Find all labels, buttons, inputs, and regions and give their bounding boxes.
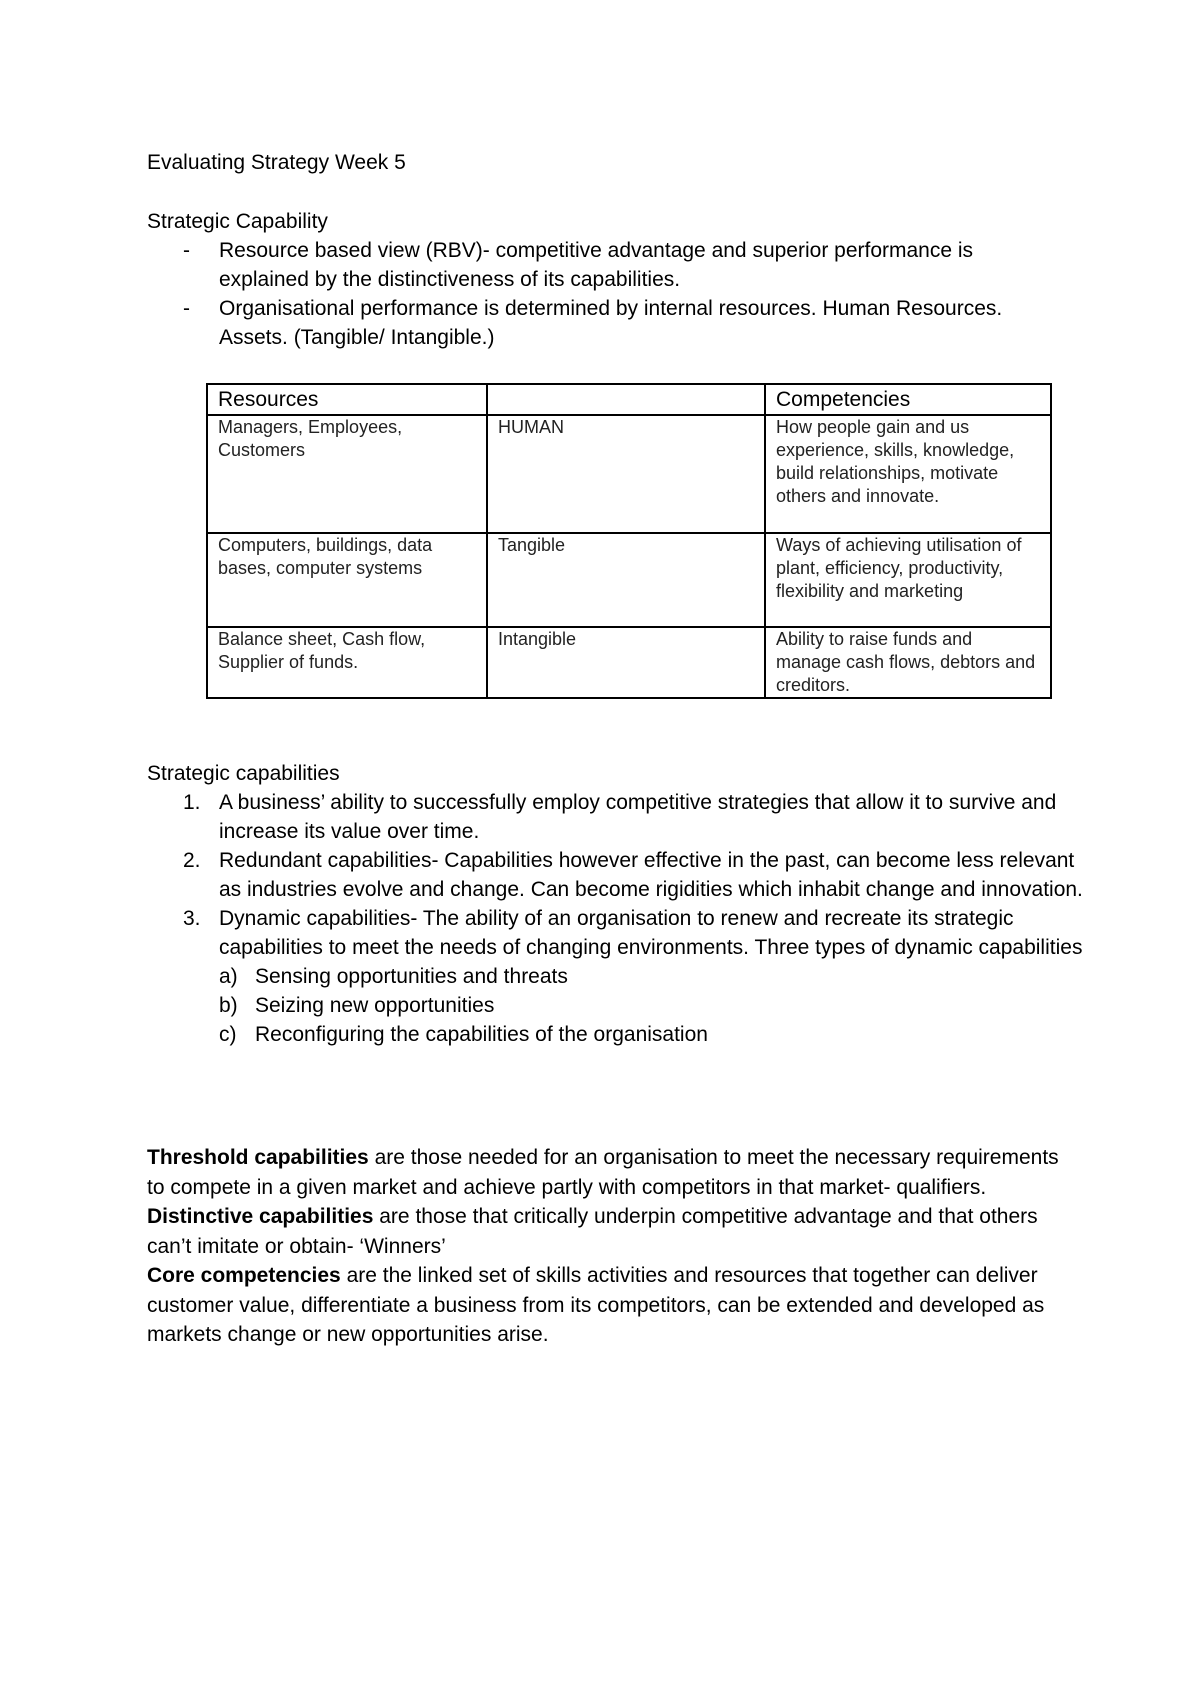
sub-item-letter: b) bbox=[219, 994, 238, 1017]
header-resources: Resources bbox=[207, 384, 487, 415]
definition-term: Core competencies bbox=[147, 1264, 341, 1287]
sub-item-letter: a) bbox=[219, 965, 238, 988]
bullet-marker: - bbox=[183, 297, 190, 320]
table-row bbox=[207, 627, 1051, 698]
table-header-row bbox=[207, 384, 1051, 415]
sub-item bbox=[219, 991, 1097, 1020]
numbered-item bbox=[147, 904, 1097, 1049]
header-competencies: Competencies bbox=[765, 384, 1051, 415]
item-text: Redundant capabilities- Capabilities however effective in the past, can become less relevant as industries evolve and change. Can become rigidities which inhabit change and innovation. bbox=[219, 849, 1083, 901]
table-cell: Computers, buildings, data bases, computer systems bbox=[207, 533, 487, 627]
table-cell: How people gain and us experience, skills, knowledge, build relationships, motivate others and innovate. bbox=[765, 415, 1051, 533]
definition-text: are the linked set of skills activities and resources that together can deliver customer value, differentiate a business from its competitors, can be extended and developed as markets change or new opportunities arise. bbox=[147, 1264, 1045, 1346]
bullet-item bbox=[147, 236, 1067, 294]
resources-competencies-table bbox=[206, 383, 1052, 699]
sub-item-text: Reconfiguring the capabilities of the organisation bbox=[255, 1023, 708, 1046]
table-row bbox=[207, 533, 1051, 627]
item-text: Dynamic capabilities- The ability of an organisation to renew and recreate its strategic capabilities to meet the needs of changing environments. Three types of dynamic capabilities bbox=[219, 907, 1083, 959]
bullet-marker: - bbox=[183, 239, 190, 262]
table-row bbox=[207, 415, 1051, 533]
numbered-item bbox=[147, 846, 1097, 904]
definition-text: are those needed for an organisation to meet the necessary requirements to compete in a given market and achieve partly with competitors in that market- qualifiers. bbox=[147, 1146, 1059, 1199]
bullet-text: Organisational performance is determined by internal resources. Human Resources. Assets. (Tangible/ Intangible.) bbox=[219, 297, 1003, 349]
sub-item-letter: c) bbox=[219, 1023, 237, 1046]
definition-term: Distinctive capabilities bbox=[147, 1205, 374, 1228]
definition-threshold bbox=[147, 1143, 1067, 1202]
capabilities-numbered-list bbox=[147, 788, 1097, 1049]
table-cell: Tangible bbox=[487, 533, 765, 627]
table-cell: Ability to raise funds and manage cash flows, debtors and creditors. bbox=[765, 627, 1051, 698]
sub-item-text: Sensing opportunities and threats bbox=[255, 965, 568, 988]
numbered-item bbox=[147, 788, 1097, 846]
sub-item bbox=[219, 962, 1097, 991]
table-cell: Ways of achieving utilisation of plant, efficiency, productivity, flexibility and marketing bbox=[765, 533, 1051, 627]
definition-text: are those that critically underpin competitive advantage and that others can’t imitate or obtain- ‘Winners’ bbox=[147, 1205, 1038, 1258]
definition-term: Threshold capabilities bbox=[147, 1146, 369, 1169]
item-number: 1. bbox=[183, 791, 201, 814]
sub-item-text: Seizing new opportunities bbox=[255, 994, 495, 1017]
section-heading-strategic-capabilities: Strategic capabilities bbox=[147, 762, 340, 785]
table-cell: HUMAN bbox=[487, 415, 765, 533]
table-cell: Balance sheet, Cash flow, Supplier of funds. bbox=[207, 627, 487, 698]
item-number: 3. bbox=[183, 907, 201, 930]
sub-item bbox=[219, 1020, 1097, 1049]
definitions-block bbox=[147, 1143, 1067, 1350]
bullet-item bbox=[147, 294, 1067, 352]
item-number: 2. bbox=[183, 849, 201, 872]
document-title: Evaluating Strategy Week 5 bbox=[147, 151, 406, 174]
header-blank bbox=[487, 384, 765, 415]
table-cell: Intangible bbox=[487, 627, 765, 698]
definition-core bbox=[147, 1261, 1067, 1350]
definition-distinctive bbox=[147, 1202, 1067, 1261]
rbv-bullet-list bbox=[147, 236, 1067, 352]
bullet-text: Resource based view (RBV)- competitive advantage and superior performance is explained by the distinctiveness of its capabilities. bbox=[219, 239, 974, 291]
section-heading-strategic-capability: Strategic Capability bbox=[147, 210, 328, 233]
table-cell: Managers, Employees, Customers bbox=[207, 415, 487, 533]
dynamic-capabilities-sublist bbox=[219, 962, 1097, 1049]
item-text: A business’ ability to successfully employ competitive strategies that allow it to survive and increase its value over time. bbox=[219, 791, 1057, 843]
